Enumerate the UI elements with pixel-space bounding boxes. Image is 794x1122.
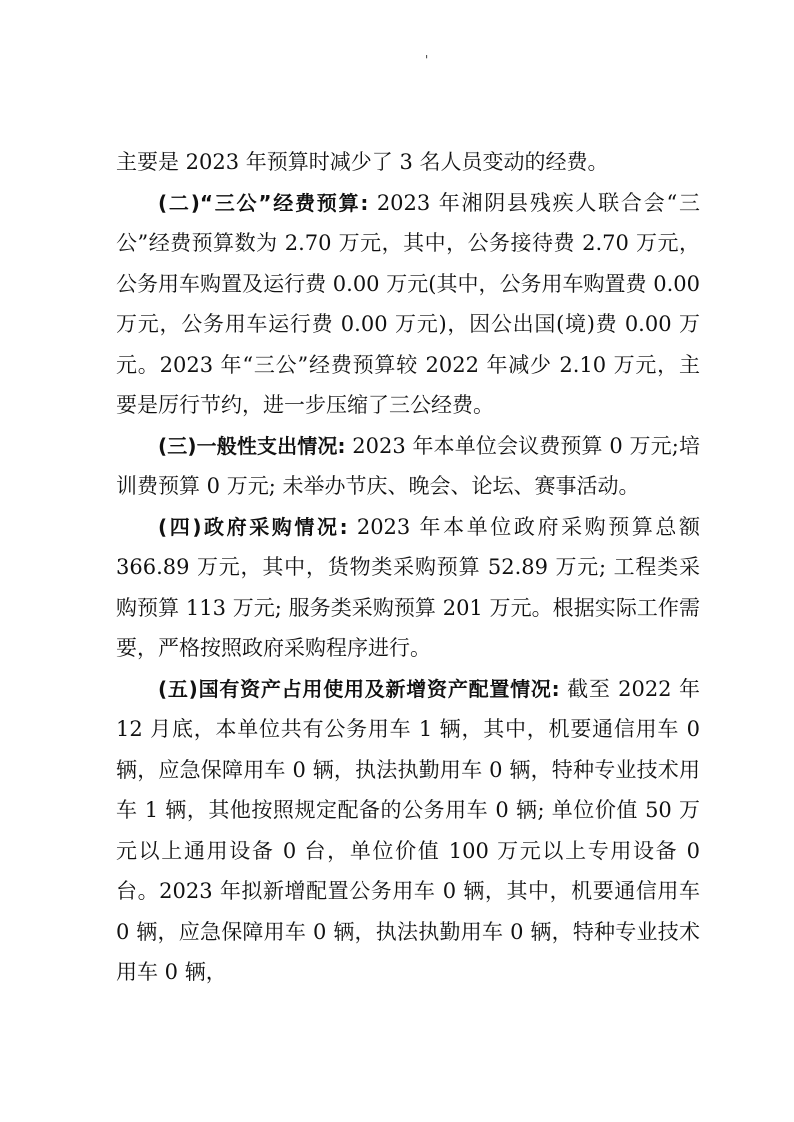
paragraph-text: 截至 2022 年 12 月底，本单位共有公务用车 1 辆，其中，机要通信用车 0 辆，应急保障用车 0 辆，执法执勤用车 0 辆，特种专业技术用车 1 辆，其他按照规定配备的公务用车 0 辆; 单位价值 50 万元以上通用设备 0 台，单位价值 100 万元以上专用设备 0 台。2023 年拟新增配置公务用车 0 辆，其中，机要通信用车 0 辆，应急保障用车 0 辆，执法执勤用车 0 辆，特种专业技术用车 0 辆， <box>116 676 700 984</box>
section-heading-general-expenditure: (三)一般性支出情况: <box>158 433 346 458</box>
section-heading-procurement: (四)政府采购情况: <box>158 514 348 539</box>
document-body <box>116 142 700 993</box>
section-heading-state-assets: (五)国有资产占用使用及新增资产配置情况: <box>158 676 560 701</box>
paragraph-text: 主要是 2023 年预算时减少了 3 名人员变动的经费。 <box>116 150 609 174</box>
paragraph-continuation <box>116 142 700 183</box>
paragraph-text: 2023 年本单位政府采购预算总额 366.89 万元，其中，货物类采购预算 52.89 万元; 工程类采购预算 113 万元; 服务类采购预算 201 万元。根据实际工作需要，严格按照政府采购程序进行。 <box>116 514 701 660</box>
paragraph-text: 2023 年湘阴县残疾人联合会“三公”经费预算数为 2.70 万元，其中，公务接待费 2.70 万元，公务用车购置及运行费 0.00 万元(其中，公务用车购置费 0.00 万元，公务用车运行费 0.00 万元)，因公出国(境)费 0.00 万元。2023 年“三公”经费预算较 2022 年减少 2.10 万元，主要是厉行节约，进一步压缩了三公经费。 <box>116 190 701 417</box>
paragraph-state-assets <box>116 669 700 993</box>
page-top-mark: ' <box>425 53 429 67</box>
section-heading-sangong: (二)“三公”经费预算: <box>158 190 369 215</box>
paragraph-general-expenditure <box>116 426 700 507</box>
paragraph-government-procurement <box>116 507 700 669</box>
paragraph-sangong-budget <box>116 183 700 426</box>
paragraph-text: 2023 年本单位会议费预算 0 万元;培训费预算 0 万元; 未举办节庆、晚会、论坛、赛事活动。 <box>116 433 700 498</box>
